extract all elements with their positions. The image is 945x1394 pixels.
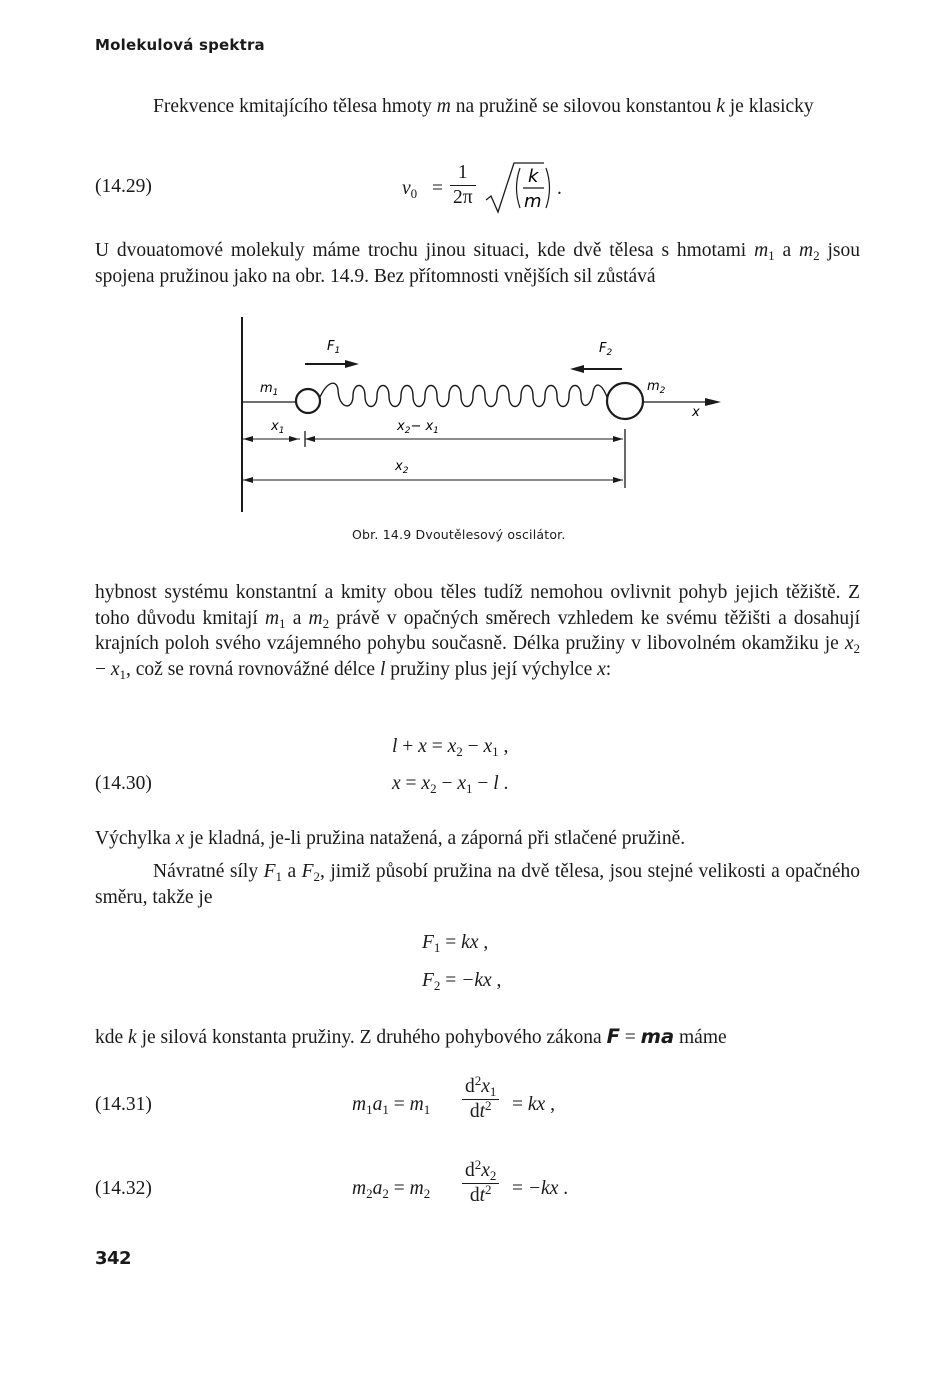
sub: 1 xyxy=(433,940,441,955)
text: a xyxy=(285,607,309,629)
d: d xyxy=(465,1076,475,1097)
var-x1: x xyxy=(110,658,120,680)
figure-two-body-oscillator xyxy=(225,312,745,517)
fraction-d2x2-dt2 xyxy=(462,1157,499,1207)
equation-14-31 xyxy=(352,1073,612,1136)
var-m1: m xyxy=(264,607,280,629)
dim-x1-arrow-left xyxy=(243,436,253,442)
sub: 0 xyxy=(410,186,418,201)
label-x1: $x_1$ xyxy=(271,419,285,436)
equation-14-30-line2 xyxy=(392,773,508,795)
sub: 1 xyxy=(275,869,282,884)
var-a: a xyxy=(372,1094,383,1115)
text: a xyxy=(282,861,302,882)
text: a xyxy=(774,240,800,261)
op: = xyxy=(388,1178,410,1199)
page-number: 342 xyxy=(95,1248,132,1269)
equation-14-30-line1 xyxy=(392,736,508,758)
text: , jimiž působí pružina na dvě tělesa, jsou stejné velikosti a opačného směru, takže je xyxy=(95,861,860,908)
sqrt-k-over-m xyxy=(484,160,554,218)
numerator xyxy=(462,1073,499,1100)
text: − xyxy=(95,658,111,680)
text: kde xyxy=(95,1027,129,1048)
var-m: m xyxy=(409,1094,424,1115)
period: . xyxy=(558,1178,569,1199)
text: právě v opačných směrech vzhledem ke svému těžišti a dosahují krajních poloh svého vzájemného pohybu současně. Délka pružiny v libovolném okamžiku je xyxy=(95,607,860,654)
var-x: x xyxy=(597,658,606,680)
sub: 2 xyxy=(423,1186,431,1201)
op: − xyxy=(462,736,484,757)
denominator: 2π xyxy=(453,187,473,208)
denominator xyxy=(462,1100,499,1123)
label-F2: $F_2$ xyxy=(599,341,613,358)
text: Návratné síly xyxy=(153,861,264,882)
label-x2: $x_2$ xyxy=(395,459,409,476)
var-t: t xyxy=(479,1101,486,1122)
var-x: x xyxy=(481,1160,490,1181)
var-m2: m xyxy=(799,240,814,261)
var-x1: x xyxy=(457,773,466,794)
sub: 1 xyxy=(382,1102,389,1117)
var-x: x xyxy=(481,1076,490,1097)
var-m: m xyxy=(524,191,542,212)
equation-F2 xyxy=(422,970,501,992)
sub: 2 xyxy=(366,1186,373,1201)
text: Frekvence kmitajícího tělesa hmoty xyxy=(153,96,437,117)
text: hybnost systému konstantní a kmity obou těles tudíž nemohou ovlivnit pohyb jejich těžiště. Z toho důvodu kmitají xyxy=(95,582,860,629)
vector-F: F xyxy=(606,1025,620,1048)
var-t: t xyxy=(479,1185,486,1206)
comma: , xyxy=(545,1094,555,1115)
paragraph-restoring-forces xyxy=(95,859,860,910)
dim-x1-arrow-right xyxy=(289,436,299,442)
var-k: k xyxy=(716,96,725,117)
op: = xyxy=(400,773,422,794)
text: jsou spojena pružinou jako na obr. 14.9. Bez přítomnosti vnějších sil zůstává xyxy=(95,240,861,287)
var-l: l xyxy=(392,736,398,757)
period: . xyxy=(498,773,509,794)
var-F2: F xyxy=(301,861,314,882)
op: = xyxy=(512,1178,528,1199)
eq-rhs xyxy=(512,1094,555,1116)
var-m: m xyxy=(352,1094,367,1115)
var-l: l xyxy=(379,658,386,680)
text: máme xyxy=(674,1027,727,1048)
text: je kladná, je-li pružina natažená, a záporná při stlačené pružině. xyxy=(184,828,686,849)
sub: 2 xyxy=(433,978,441,993)
d: d xyxy=(465,1160,475,1181)
eq-lhs xyxy=(352,1178,430,1200)
equation-number-14-31: (14.31) xyxy=(95,1094,152,1115)
text: U dvouatomové molekuly máme trochu jinou situaci, kde dvě tělesa s hmotami xyxy=(95,240,755,261)
comma: , xyxy=(491,970,502,991)
sub: 1 xyxy=(768,248,775,263)
sub: 2 xyxy=(322,615,330,631)
force-arrowhead-F2 xyxy=(570,365,584,373)
equals: = xyxy=(432,178,443,199)
var-k: k xyxy=(128,1027,137,1048)
var-m: m xyxy=(436,96,451,117)
text: je klasicky xyxy=(724,96,814,117)
paragraph-momentum xyxy=(95,580,860,682)
op: = xyxy=(426,736,448,757)
rhs: −kx xyxy=(461,970,492,991)
dim-x2-arrow-left xyxy=(243,477,253,483)
equation-number-14-29: (14.29) xyxy=(95,176,152,197)
left-paren xyxy=(517,168,521,208)
nu: ν xyxy=(402,178,411,199)
eq-lhs xyxy=(352,1094,430,1116)
var-k: k xyxy=(528,166,539,187)
label-m2: $m_2$ xyxy=(647,379,666,396)
sub: 2 xyxy=(313,869,321,884)
vector-ma: ma xyxy=(640,1025,675,1048)
var-m: m xyxy=(352,1178,367,1199)
paragraph-frequency-intro xyxy=(95,94,860,120)
fraction-d2x1-dt2 xyxy=(462,1073,499,1123)
var-x: x xyxy=(392,773,401,794)
var-m: m xyxy=(409,1178,424,1199)
var-x1: x xyxy=(483,736,493,757)
text: na pružině se silovou konstantou xyxy=(450,96,717,117)
paragraph-displacement-sign xyxy=(95,826,860,852)
spring xyxy=(320,383,607,406)
numerator xyxy=(462,1157,499,1184)
sub: 2 xyxy=(813,248,820,263)
axis-arrowhead xyxy=(705,398,721,406)
numerator: 1 xyxy=(450,162,476,186)
sub: 1 xyxy=(423,1102,431,1117)
rhs: −kx xyxy=(527,1178,559,1199)
eq-rhs xyxy=(512,1178,568,1200)
sup: 2 xyxy=(485,1182,492,1197)
dim-x2-arrow-right xyxy=(613,477,623,483)
dim-x2mx1-arrow-right xyxy=(613,436,623,442)
eq-lhs xyxy=(402,178,417,200)
sub: 1 xyxy=(465,781,473,796)
figure-caption: Obr. 14.9 Dvoutělesový oscilátor. xyxy=(352,527,566,542)
denominator xyxy=(462,1184,499,1207)
paragraph-diatomic xyxy=(95,238,860,289)
sub: 2 xyxy=(430,781,437,796)
var-x2: x xyxy=(447,736,457,757)
var-l: l xyxy=(493,773,499,794)
force-arrowhead-F1 xyxy=(345,360,359,368)
op: = xyxy=(388,1094,410,1115)
op: − xyxy=(436,773,458,794)
equation-number-14-32: (14.32) xyxy=(95,1178,152,1199)
var-m1: m xyxy=(754,240,769,261)
sub: 2 xyxy=(382,1186,389,1201)
text: Výchylka xyxy=(95,828,176,849)
var-m2: m xyxy=(308,607,323,629)
d: d xyxy=(469,1185,480,1206)
equation-F1 xyxy=(422,932,488,954)
op: − xyxy=(472,773,494,794)
text: : xyxy=(605,658,612,680)
paragraph-newton-law xyxy=(95,1024,860,1051)
var-x2: x xyxy=(421,773,431,794)
var-x: x xyxy=(418,736,427,757)
sub: 1 xyxy=(119,666,127,682)
op: = xyxy=(440,970,462,991)
sub: 1 xyxy=(489,1084,497,1099)
mass-m2 xyxy=(607,383,643,419)
text: je silová konstanta pružiny. Z druhého pohybového zákona xyxy=(136,1027,607,1048)
comma: , xyxy=(478,932,489,953)
fraction-1-over-2pi xyxy=(450,162,476,209)
var-F1: F xyxy=(263,861,276,882)
text: , což se rovná rovnovážné délce xyxy=(126,658,380,680)
op: = xyxy=(512,1094,528,1115)
sub: 1 xyxy=(492,744,499,759)
running-header: Molekulová spektra xyxy=(95,36,265,54)
comma: , xyxy=(498,736,509,757)
label-x2-minus-x1: $x_2- x_1$ xyxy=(397,419,439,436)
var-x: x xyxy=(175,828,185,849)
sup: 2 xyxy=(474,1157,482,1172)
sub: 1 xyxy=(279,615,286,631)
equation-14-32 xyxy=(352,1157,612,1220)
var-F: F xyxy=(422,932,434,953)
right-paren xyxy=(546,168,550,208)
period: . xyxy=(557,178,562,199)
rhs: kx xyxy=(461,932,479,953)
label-m1: $m_1$ xyxy=(260,381,279,398)
sub: 2 xyxy=(456,744,463,759)
sub: 1 xyxy=(366,1102,373,1117)
op: + xyxy=(397,736,419,757)
op: = xyxy=(619,1027,641,1048)
sub: 2 xyxy=(489,1168,497,1183)
sub: 2 xyxy=(853,641,860,656)
dim-x2mx1-arrow-left xyxy=(305,436,315,442)
axis-label-x: x xyxy=(692,405,700,420)
var-F: F xyxy=(422,970,434,991)
sup: 2 xyxy=(485,1098,492,1113)
label-F1: $F_1$ xyxy=(327,339,341,356)
text: pružiny plus její výchylce xyxy=(385,658,598,680)
d: d xyxy=(469,1101,480,1122)
equation-number-14-30: (14.30) xyxy=(95,773,152,794)
sup: 2 xyxy=(474,1073,482,1088)
var-a: a xyxy=(372,1178,383,1199)
mass-m1 xyxy=(296,389,320,413)
rhs: kx xyxy=(527,1094,546,1115)
op: = xyxy=(440,932,462,953)
var-x2: x xyxy=(844,633,854,654)
